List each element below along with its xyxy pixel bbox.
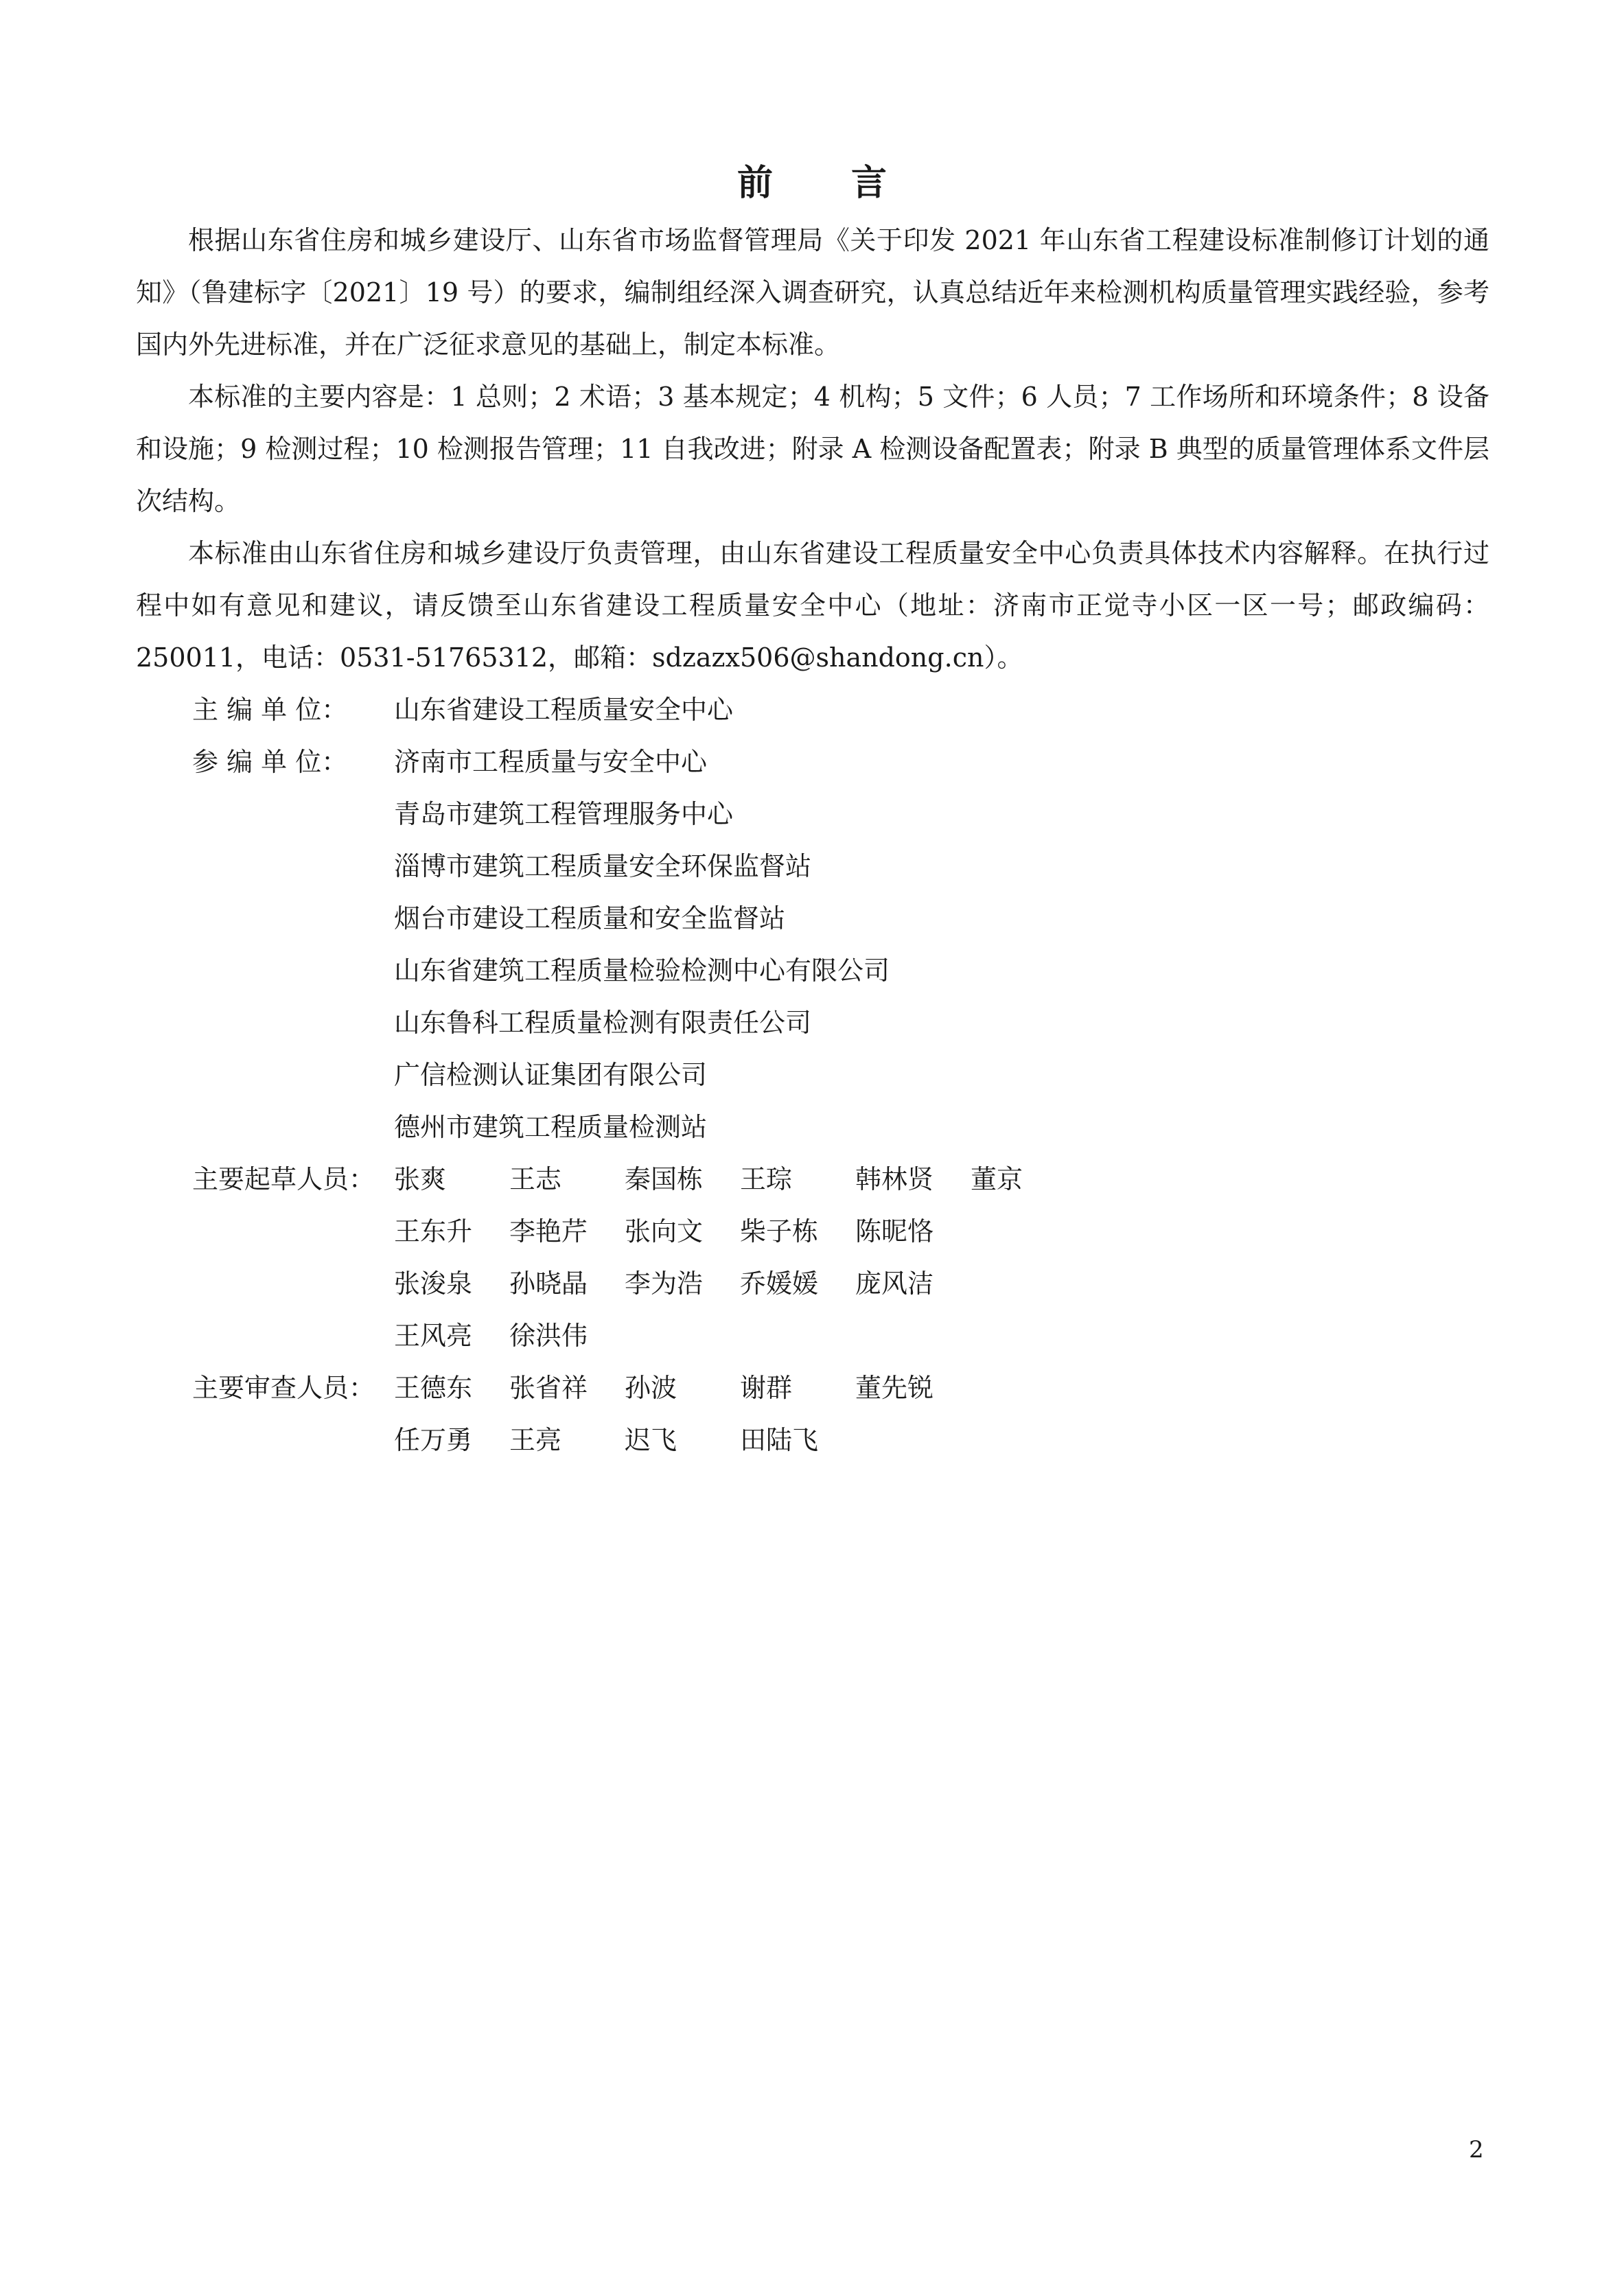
participating-unit-row — [136, 736, 1489, 788]
participating-unit-row — [136, 788, 1489, 840]
participating-unit-row — [136, 840, 1489, 892]
participating-unit-row — [136, 944, 1489, 997]
reviewers-names — [394, 1414, 855, 1466]
drafter-name: 王东升 — [394, 1216, 473, 1246]
drafter-name: 秦国栋 — [625, 1164, 704, 1194]
drafter-name: 韩林贤 — [855, 1164, 934, 1194]
chief-editor-row — [136, 684, 1489, 736]
drafters-label: 主要起草人员： — [192, 1164, 375, 1194]
drafter-name: 庞风洁 — [855, 1268, 934, 1299]
drafters-names — [394, 1257, 971, 1310]
reviewer-name: 田陆飞 — [740, 1425, 819, 1455]
reviewer-name: 迟飞 — [625, 1425, 677, 1455]
participating-unit: 广信检测认证集团有限公司 — [394, 1060, 708, 1090]
document-body — [136, 214, 1489, 1466]
credits-section — [136, 684, 1489, 1466]
chief-editor-unit: 山东省建设工程质量安全中心 — [394, 695, 734, 725]
reviewer-name: 王德东 — [394, 1373, 473, 1403]
drafters-names — [394, 1205, 971, 1257]
participating-unit: 烟台市建设工程质量和安全监督站 — [394, 903, 786, 934]
reviewers-names — [394, 1362, 971, 1414]
drafter-name: 李艳芹 — [509, 1216, 588, 1246]
participating-unit-row — [136, 1049, 1489, 1101]
drafter-name: 徐洪伟 — [509, 1321, 588, 1351]
reviewer-name: 张省祥 — [509, 1373, 588, 1403]
drafters-row — [136, 1310, 1489, 1362]
reviewers-label: 主要审查人员： — [192, 1373, 375, 1403]
drafter-name: 张爽 — [394, 1164, 447, 1194]
drafter-name: 王琮 — [740, 1164, 793, 1194]
drafter-name: 孙晓晶 — [509, 1268, 588, 1299]
page-number: 2 — [1469, 2136, 1484, 2164]
paragraph-background: 根据山东省住房和城乡建设厅、山东省市场监督管理局《关于印发 2021 年山东省工程建设标准制修订计划的通知》（鲁建标字〔2021〕19 号）的要求，编制组经深入调查研究，认真总结近年来检测机构质量管理实践经验，参考国内外先进标准，并在广泛征求意见的基础上，制定本标准。 — [136, 225, 1489, 360]
drafters-names — [394, 1310, 625, 1362]
reviewer-name: 任万勇 — [394, 1425, 473, 1455]
drafter-name: 陈昵恪 — [855, 1216, 934, 1246]
page-title: 前 言 — [736, 163, 920, 204]
paragraph-contents: 本标准的主要内容是：1 总则；2 术语；3 基本规定；4 机构；5 文件；6 人员；7 工作场所和环境条件；8 设备和设施；9 检测过程；10 检测报告管理；11 自我改进；附录 A 检测设备配置表；附录 B 典型的质量管理体系文件层次结构。 — [136, 382, 1489, 516]
drafter-name: 王志 — [509, 1164, 562, 1194]
chief-editor-label: 主 编 单 位： — [192, 695, 348, 725]
drafters-row — [136, 1153, 1489, 1205]
participating-unit-row — [136, 1101, 1489, 1153]
drafter-name: 李为浩 — [625, 1268, 704, 1299]
drafter-name: 张浚泉 — [394, 1268, 473, 1299]
drafter-name: 张向文 — [625, 1216, 704, 1246]
participating-unit: 淄博市建筑工程质量安全环保监督站 — [394, 851, 812, 881]
drafter-name: 董京 — [971, 1164, 1023, 1194]
reviewer-name: 孙波 — [625, 1373, 677, 1403]
participating-units-label: 参 编 单 位： — [192, 747, 348, 777]
reviewers-row — [136, 1362, 1489, 1414]
reviewer-name: 王亮 — [509, 1425, 562, 1455]
participating-unit: 山东鲁科工程质量检测有限责任公司 — [394, 1008, 812, 1038]
participating-unit: 济南市工程质量与安全中心 — [394, 747, 708, 777]
reviewer-name: 谢群 — [740, 1373, 793, 1403]
drafter-name: 乔媛媛 — [740, 1268, 819, 1299]
participating-unit: 青岛市建筑工程管理服务中心 — [394, 799, 734, 829]
drafter-name: 柴子栋 — [740, 1216, 819, 1246]
participating-unit-row — [136, 997, 1489, 1049]
participating-unit: 山东省建筑工程质量检验检测中心有限公司 — [394, 955, 890, 986]
reviewer-name: 董先锐 — [855, 1373, 934, 1403]
drafters-row — [136, 1205, 1489, 1257]
drafters-names — [394, 1153, 1086, 1205]
paragraph-management: 本标准由山东省住房和城乡建设厅负责管理，由山东省建设工程质量安全中心负责具体技术内容解释。在执行过程中如有意见和建议，请反馈至山东省建设工程质量安全中心（地址：济南市正觉寺小区一区一号；邮政编码：250011，电话：0531-51765312，邮箱：sdzazx506@shandong.cn）。 — [136, 538, 1489, 673]
drafters-row — [136, 1257, 1489, 1310]
reviewers-row — [136, 1414, 1489, 1466]
drafter-name: 王风亮 — [394, 1321, 473, 1351]
participating-unit-row — [136, 892, 1489, 944]
participating-unit: 德州市建筑工程质量检测站 — [394, 1112, 708, 1142]
